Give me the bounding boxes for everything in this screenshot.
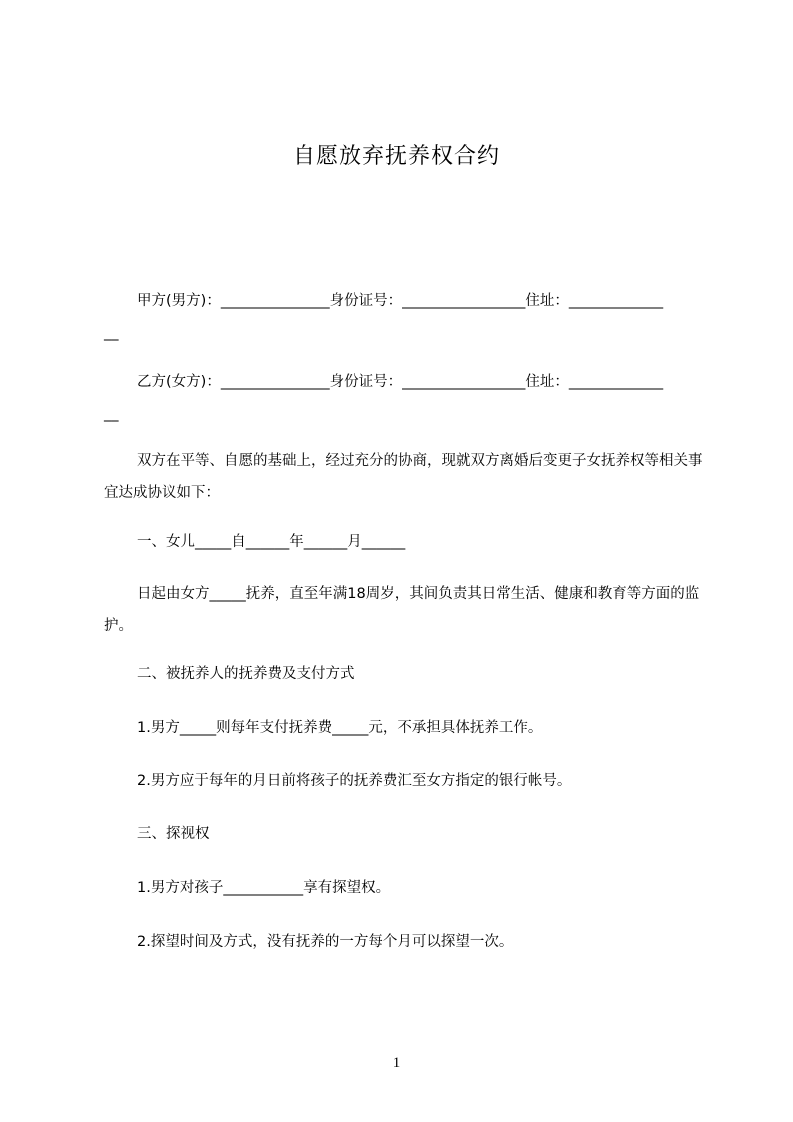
intro-paragraph: 双方在平等、自愿的基础上，经过充分的协商，现就双方离婚后变更子女抚养权等相关事宜达成协议如下： xyxy=(104,453,703,501)
page-number: 1 xyxy=(392,1055,401,1071)
section-3-heading: 三、探视权 xyxy=(137,826,210,842)
section-1-text: 日起由女方_____抚养，直至年满18周岁，其间负责其日常生活、健康和教育等方面的监护。 xyxy=(104,586,700,634)
section-2-heading: 二、被抚养人的抚养费及支付方式 xyxy=(137,666,355,682)
party-b-line: 乙方(女方)：_______________身份证号：_________________住址：_____________ __ xyxy=(104,374,664,422)
section-1-heading: 一、女儿_____自______年______月______ xyxy=(137,534,406,550)
section-2-item-1: 1.男方_____则每年支付抚养费_____元，不承担具体抚养工作。 xyxy=(137,720,543,736)
section-3-item-1: 1.男方对孩子___________享有探望权。 xyxy=(137,880,391,896)
party-a-line: 甲方(男方)：_______________身份证号：_________________住址：_____________ __ xyxy=(104,293,664,341)
section-3-item-2: 2.探望时间及方式，没有抚养的一方每个月可以探望一次。 xyxy=(137,934,514,950)
document-title: 自愿放弃抚养权合约 xyxy=(292,144,500,169)
section-2-item-2: 2.男方应于每年的月日前将孩子的抚养费汇至女方指定的银行帐号。 xyxy=(137,773,572,789)
